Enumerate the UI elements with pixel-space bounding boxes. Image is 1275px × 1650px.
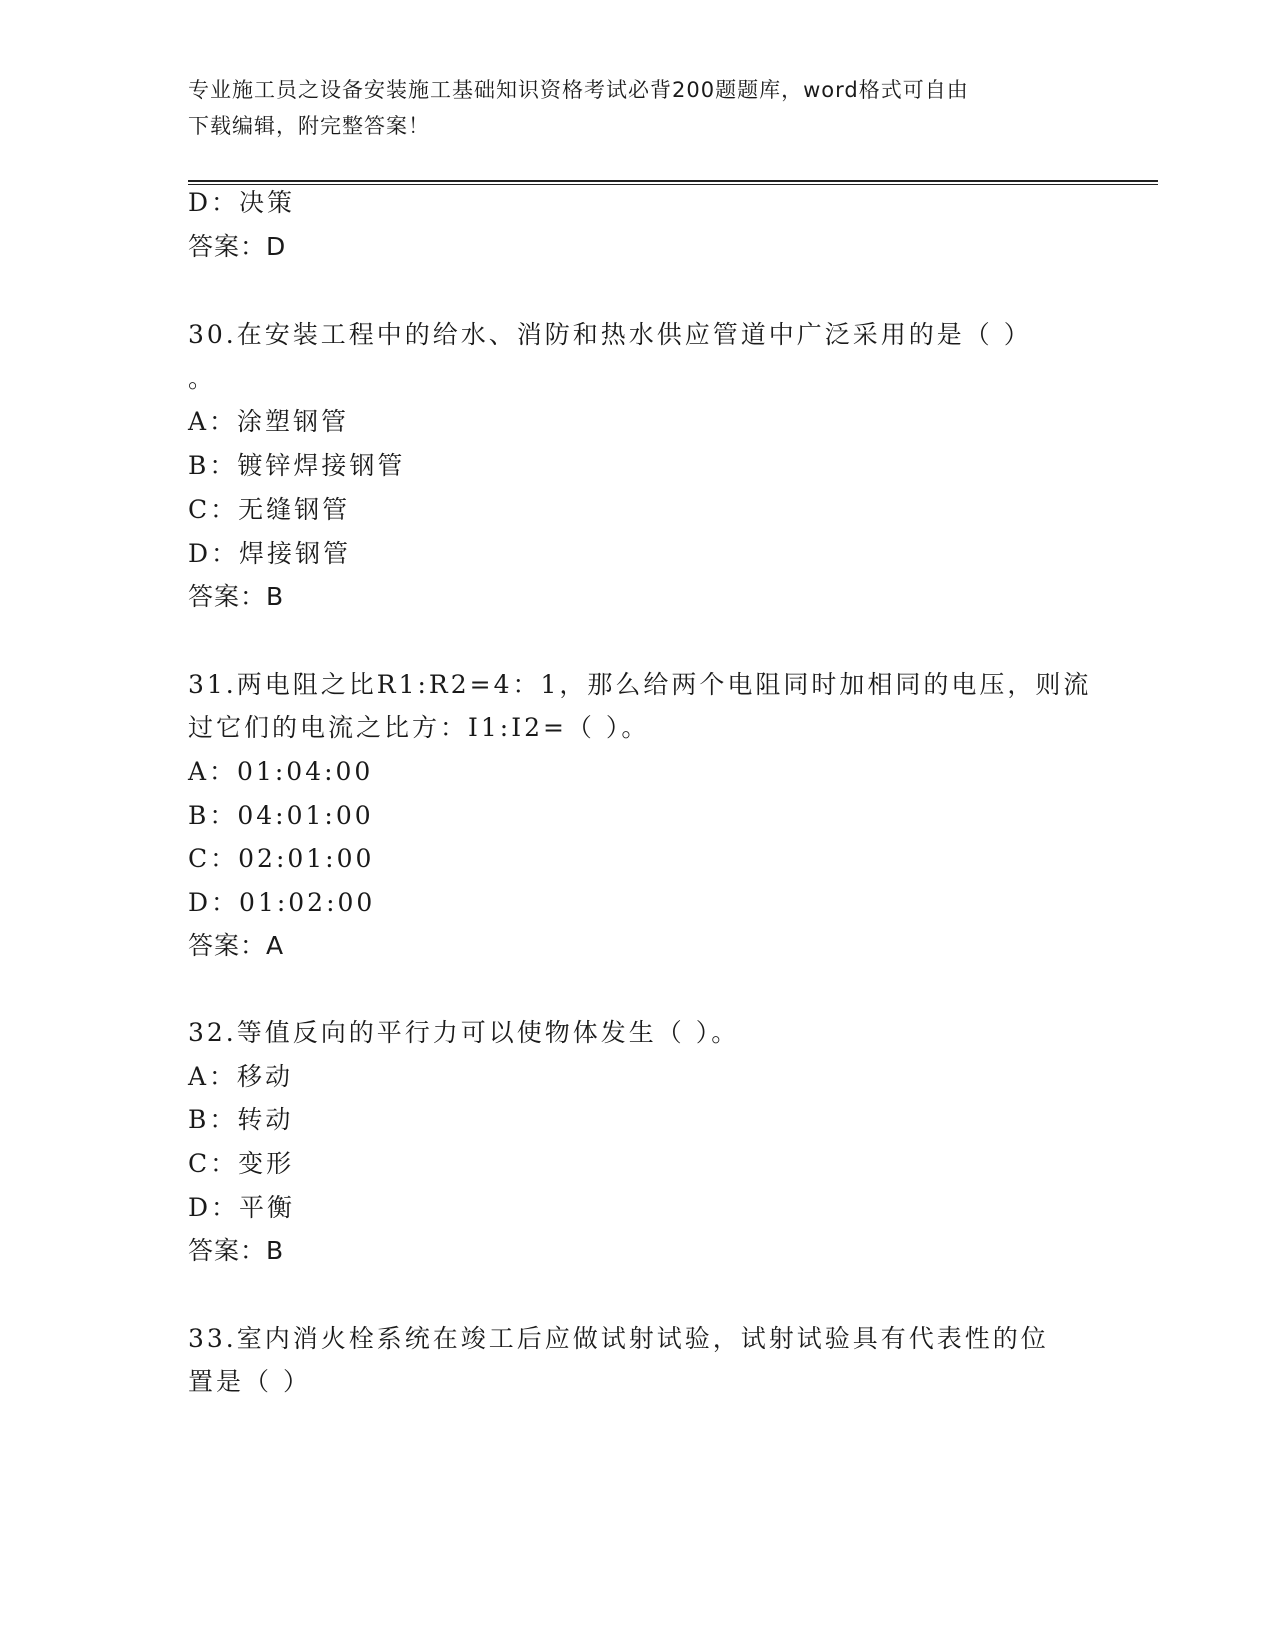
prev-answer: 答案：D [188,232,287,261]
q31-option-c: C：02:01:00 [188,844,375,873]
q33-stem-line-1: 33.室内消火栓系统在竣工后应做试射试验，试射试验具有代表性的位 [188,1324,1049,1353]
header-line-2: 下载编辑，附完整答案！ [188,114,430,138]
q32-option-a: A：移动 [188,1062,294,1091]
q30-option-c: C：无缝钢管 [188,495,351,524]
document-header [188,72,1088,144]
header-line-1: 专业施工员之设备安装施工基础知识资格考试必背200题题库，word格式可自由 [188,78,969,102]
q31-option-b: B：04:01:00 [188,801,374,830]
q31-answer: 答案：A [188,931,285,960]
q32-stem-line-1: 32.等值反向的平行力可以使物体发生（ ）。 [188,1018,740,1047]
q30-stem-line-1: 30.在安装工程中的给水、消防和热水供应管道中广泛采用的是（ ） [188,320,1032,349]
header-divider [188,180,1158,182]
q30-option-d: D：焊接钢管 [188,539,352,568]
q31-stem-line-2: 过它们的电流之比方：I1:I2=（ ）。 [188,713,650,742]
q32-option-d: D：平衡 [188,1193,296,1222]
q33-stem-line-2: 置是（ ） [188,1367,311,1396]
q30-option-b: B：镀锌焊接钢管 [188,451,406,480]
q32-option-c: C：变形 [188,1149,295,1178]
q31-stem-line-1: 31.两电阻之比R1:R2=4：1，那么给两个电阻同时加相同的电压，则流 [188,670,1092,699]
header-divider-thin [188,184,1158,185]
q31-option-a: A：01:04:00 [188,757,374,786]
q32-option-b: B：转动 [188,1105,294,1134]
prev-option-d: D：决策 [188,188,296,217]
q32-answer: 答案：B [188,1236,285,1265]
q31-option-d: D：01:02:00 [188,888,376,917]
q30-option-a: A：涂塑钢管 [188,407,350,436]
q30-stem-line-2: 。 [188,364,217,393]
q30-answer: 答案：B [188,582,285,611]
